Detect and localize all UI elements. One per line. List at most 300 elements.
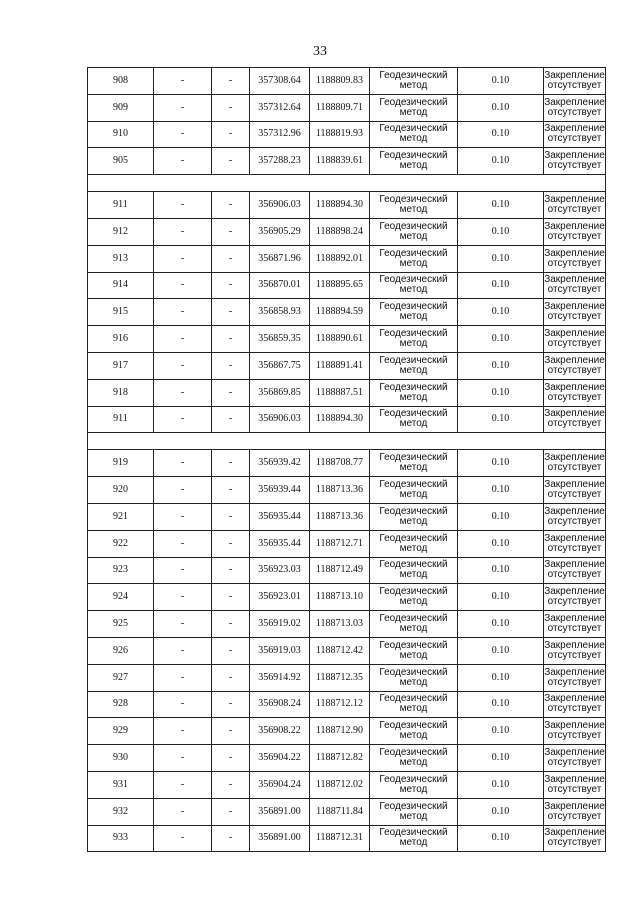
dash-cell: - bbox=[212, 68, 250, 95]
point-number-cell: 929 bbox=[88, 718, 154, 745]
method-cell bbox=[370, 718, 458, 745]
fixing-text: Закрепление bbox=[544, 328, 605, 340]
fixing-text: Закрепление bbox=[544, 274, 605, 286]
fixing-text: Закрепление bbox=[544, 96, 605, 108]
table-row bbox=[88, 450, 606, 477]
accuracy-cell: 0.10 bbox=[458, 379, 544, 406]
dash-cell: - bbox=[154, 352, 212, 379]
dash-cell: - bbox=[212, 121, 250, 148]
x-coordinate-cell: 356891.00 bbox=[250, 825, 310, 852]
table-row bbox=[88, 218, 606, 245]
dash-cell: - bbox=[212, 379, 250, 406]
y-coordinate-cell: 1188819.93 bbox=[310, 121, 370, 148]
coordinates-table-body bbox=[88, 68, 606, 852]
dash-cell: - bbox=[154, 477, 212, 504]
accuracy-cell: 0.10 bbox=[458, 798, 544, 825]
method-cell bbox=[370, 406, 458, 433]
dash-cell: - bbox=[154, 584, 212, 611]
x-coordinate-cell: 357312.64 bbox=[250, 94, 310, 121]
fixing-text: Закрепление bbox=[544, 586, 605, 598]
fixing-text: Закрепление bbox=[544, 381, 605, 393]
method-cell bbox=[370, 272, 458, 299]
fixing-text: Закрепление bbox=[544, 452, 605, 464]
fixing-text: отсутствует bbox=[547, 257, 602, 269]
accuracy-cell: 0.10 bbox=[458, 637, 544, 664]
dash-cell: - bbox=[212, 218, 250, 245]
dash-cell: - bbox=[154, 664, 212, 691]
fixing-text: отсутствует bbox=[547, 338, 602, 350]
y-coordinate-cell: 1188712.49 bbox=[310, 557, 370, 584]
table-row bbox=[88, 771, 606, 798]
dash-cell: - bbox=[154, 745, 212, 772]
method-text: метод bbox=[399, 757, 428, 769]
fixing-text: отсутствует bbox=[547, 676, 602, 688]
method-cell bbox=[370, 611, 458, 638]
method-text: метод bbox=[399, 542, 428, 554]
fixing-cell bbox=[544, 406, 606, 433]
method-cell bbox=[370, 192, 458, 219]
method-text: метод bbox=[399, 810, 428, 822]
table-row bbox=[88, 611, 606, 638]
fixing-text: отсутствует bbox=[547, 204, 602, 216]
y-coordinate-cell: 1188895.65 bbox=[310, 272, 370, 299]
method-text: метод bbox=[399, 489, 428, 501]
x-coordinate-cell: 356935.44 bbox=[250, 530, 310, 557]
point-number-cell: 923 bbox=[88, 557, 154, 584]
point-number-cell: 931 bbox=[88, 771, 154, 798]
fixing-text: отсутствует bbox=[547, 230, 602, 242]
x-coordinate-cell: 356858.93 bbox=[250, 299, 310, 326]
method-text: Геодезический bbox=[379, 301, 448, 313]
method-text: метод bbox=[399, 391, 428, 403]
point-number-cell: 910 bbox=[88, 121, 154, 148]
fixing-text: отсутствует bbox=[547, 515, 602, 527]
fixing-text: Закрепление bbox=[544, 479, 605, 491]
coordinates-table bbox=[87, 67, 606, 852]
y-coordinate-cell: 1188713.36 bbox=[310, 477, 370, 504]
dash-cell: - bbox=[154, 406, 212, 433]
x-coordinate-cell: 356939.44 bbox=[250, 477, 310, 504]
method-text: метод bbox=[399, 418, 428, 430]
dash-cell: - bbox=[154, 218, 212, 245]
y-coordinate-cell: 1188712.12 bbox=[310, 691, 370, 718]
accuracy-cell: 0.10 bbox=[458, 771, 544, 798]
method-cell bbox=[370, 691, 458, 718]
fixing-text: отсутствует bbox=[547, 783, 602, 795]
fixing-cell bbox=[544, 245, 606, 272]
y-coordinate-cell: 1188887.51 bbox=[310, 379, 370, 406]
accuracy-cell: 0.10 bbox=[458, 477, 544, 504]
method-text: Геодезический bbox=[379, 693, 448, 705]
y-coordinate-cell: 1188712.90 bbox=[310, 718, 370, 745]
method-text: метод bbox=[399, 676, 428, 688]
method-cell bbox=[370, 584, 458, 611]
fixing-text: отсутствует bbox=[547, 133, 602, 145]
x-coordinate-cell: 356923.03 bbox=[250, 557, 310, 584]
accuracy-cell: 0.10 bbox=[458, 691, 544, 718]
method-text: метод bbox=[399, 284, 428, 296]
method-cell bbox=[370, 379, 458, 406]
x-coordinate-cell: 356905.29 bbox=[250, 218, 310, 245]
dash-cell: - bbox=[154, 691, 212, 718]
point-number-cell: 912 bbox=[88, 218, 154, 245]
separator-cell bbox=[88, 433, 606, 450]
accuracy-cell: 0.10 bbox=[458, 664, 544, 691]
dash-cell: - bbox=[154, 272, 212, 299]
dash-cell: - bbox=[212, 94, 250, 121]
fixing-text: отсутствует bbox=[547, 542, 602, 554]
accuracy-cell: 0.10 bbox=[458, 68, 544, 95]
method-text: Геодезический bbox=[379, 505, 448, 517]
dash-cell: - bbox=[154, 245, 212, 272]
method-text: метод bbox=[399, 338, 428, 350]
x-coordinate-cell: 356923.01 bbox=[250, 584, 310, 611]
table-row bbox=[88, 664, 606, 691]
section-separator-row bbox=[88, 175, 606, 192]
method-text: Геодезический bbox=[379, 773, 448, 785]
x-coordinate-cell: 356867.75 bbox=[250, 352, 310, 379]
fixing-text: отсутствует bbox=[547, 311, 602, 323]
fixing-cell bbox=[544, 825, 606, 852]
y-coordinate-cell: 1188712.31 bbox=[310, 825, 370, 852]
method-cell bbox=[370, 503, 458, 530]
dash-cell: - bbox=[154, 326, 212, 353]
fixing-cell bbox=[544, 450, 606, 477]
fixing-text: Закрепление bbox=[544, 559, 605, 571]
dash-cell: - bbox=[212, 326, 250, 353]
accuracy-cell: 0.10 bbox=[458, 530, 544, 557]
dash-cell: - bbox=[212, 825, 250, 852]
fixing-cell bbox=[544, 121, 606, 148]
fixing-text: Закрепление bbox=[544, 773, 605, 785]
y-coordinate-cell: 1188894.30 bbox=[310, 406, 370, 433]
dash-cell: - bbox=[154, 379, 212, 406]
table-row bbox=[88, 745, 606, 772]
fixing-cell bbox=[544, 718, 606, 745]
dash-cell: - bbox=[154, 530, 212, 557]
x-coordinate-cell: 356919.03 bbox=[250, 637, 310, 664]
point-number-cell: 919 bbox=[88, 450, 154, 477]
method-text: Геодезический bbox=[379, 354, 448, 366]
table-row bbox=[88, 94, 606, 121]
table-row bbox=[88, 557, 606, 584]
method-text: Геодезический bbox=[379, 639, 448, 651]
point-number-cell: 921 bbox=[88, 503, 154, 530]
separator-cell bbox=[88, 175, 606, 192]
x-coordinate-cell: 356939.42 bbox=[250, 450, 310, 477]
dash-cell: - bbox=[154, 611, 212, 638]
dash-cell: - bbox=[212, 406, 250, 433]
table-row bbox=[88, 272, 606, 299]
fixing-text: Закрепление bbox=[544, 408, 605, 420]
fixing-text: Закрепление bbox=[544, 301, 605, 313]
accuracy-cell: 0.10 bbox=[458, 148, 544, 175]
fixing-text: отсутствует bbox=[547, 489, 602, 501]
section-separator-row bbox=[88, 433, 606, 450]
dash-cell: - bbox=[154, 557, 212, 584]
fixing-cell bbox=[544, 299, 606, 326]
fixing-text: Закрепление bbox=[544, 747, 605, 759]
fixing-text: отсутствует bbox=[547, 284, 602, 296]
accuracy-cell: 0.10 bbox=[458, 121, 544, 148]
fixing-cell bbox=[544, 94, 606, 121]
fixing-cell bbox=[544, 637, 606, 664]
dash-cell: - bbox=[212, 530, 250, 557]
fixing-cell bbox=[544, 503, 606, 530]
dash-cell: - bbox=[212, 477, 250, 504]
dash-cell: - bbox=[212, 503, 250, 530]
table-row bbox=[88, 352, 606, 379]
fixing-text: отсутствует bbox=[547, 623, 602, 635]
method-text: метод bbox=[399, 79, 428, 91]
x-coordinate-cell: 356906.03 bbox=[250, 406, 310, 433]
y-coordinate-cell: 1188892.01 bbox=[310, 245, 370, 272]
method-text: Геодезический bbox=[379, 586, 448, 598]
y-coordinate-cell: 1188894.30 bbox=[310, 192, 370, 219]
method-text: метод bbox=[399, 730, 428, 742]
point-number-cell: 917 bbox=[88, 352, 154, 379]
accuracy-cell: 0.10 bbox=[458, 557, 544, 584]
method-text: метод bbox=[399, 623, 428, 635]
x-coordinate-cell: 357312.96 bbox=[250, 121, 310, 148]
table-row bbox=[88, 406, 606, 433]
fixing-text: отсутствует bbox=[547, 462, 602, 474]
fixing-cell bbox=[544, 771, 606, 798]
method-cell bbox=[370, 94, 458, 121]
fixing-text: отсутствует bbox=[547, 703, 602, 715]
accuracy-cell: 0.10 bbox=[458, 745, 544, 772]
accuracy-cell: 0.10 bbox=[458, 218, 544, 245]
x-coordinate-cell: 357288.23 bbox=[250, 148, 310, 175]
x-coordinate-cell: 356859.35 bbox=[250, 326, 310, 353]
y-coordinate-cell: 1188712.42 bbox=[310, 637, 370, 664]
dash-cell: - bbox=[212, 272, 250, 299]
fixing-cell bbox=[544, 691, 606, 718]
method-text: Геодезический bbox=[379, 479, 448, 491]
method-cell bbox=[370, 798, 458, 825]
dash-cell: - bbox=[154, 299, 212, 326]
table-row bbox=[88, 326, 606, 353]
accuracy-cell: 0.10 bbox=[458, 299, 544, 326]
dash-cell: - bbox=[212, 637, 250, 664]
method-text: метод bbox=[399, 133, 428, 145]
y-coordinate-cell: 1188890.61 bbox=[310, 326, 370, 353]
dash-cell: - bbox=[212, 771, 250, 798]
method-cell bbox=[370, 637, 458, 664]
table-row bbox=[88, 530, 606, 557]
dash-cell: - bbox=[154, 637, 212, 664]
table-row bbox=[88, 299, 606, 326]
accuracy-cell: 0.10 bbox=[458, 326, 544, 353]
fixing-text: отсутствует bbox=[547, 79, 602, 91]
table-row bbox=[88, 584, 606, 611]
accuracy-cell: 0.10 bbox=[458, 352, 544, 379]
x-coordinate-cell: 356869.85 bbox=[250, 379, 310, 406]
accuracy-cell: 0.10 bbox=[458, 825, 544, 852]
point-number-cell: 932 bbox=[88, 798, 154, 825]
method-text: метод bbox=[399, 160, 428, 172]
x-coordinate-cell: 356908.24 bbox=[250, 691, 310, 718]
dash-cell: - bbox=[154, 771, 212, 798]
dash-cell: - bbox=[212, 798, 250, 825]
method-text: Геодезический bbox=[379, 69, 448, 81]
point-number-cell: 928 bbox=[88, 691, 154, 718]
method-text: метод bbox=[399, 204, 428, 216]
x-coordinate-cell: 356919.02 bbox=[250, 611, 310, 638]
method-text: метод bbox=[399, 364, 428, 376]
fixing-cell bbox=[544, 664, 606, 691]
accuracy-cell: 0.10 bbox=[458, 94, 544, 121]
fixing-text: Закрепление bbox=[544, 800, 605, 812]
fixing-cell bbox=[544, 192, 606, 219]
method-cell bbox=[370, 477, 458, 504]
fixing-cell bbox=[544, 272, 606, 299]
fixing-text: Закрепление bbox=[544, 150, 605, 162]
x-coordinate-cell: 356914.92 bbox=[250, 664, 310, 691]
fixing-cell bbox=[544, 148, 606, 175]
method-text: метод bbox=[399, 837, 428, 849]
x-coordinate-cell: 357308.64 bbox=[250, 68, 310, 95]
dash-cell: - bbox=[212, 245, 250, 272]
fixing-text: Закрепление bbox=[544, 354, 605, 366]
fixing-cell bbox=[544, 352, 606, 379]
method-cell bbox=[370, 530, 458, 557]
fixing-cell bbox=[544, 798, 606, 825]
point-number-cell: 914 bbox=[88, 272, 154, 299]
method-text: метод bbox=[399, 106, 428, 118]
fixing-cell bbox=[544, 584, 606, 611]
accuracy-cell: 0.10 bbox=[458, 450, 544, 477]
table-row bbox=[88, 477, 606, 504]
table-row bbox=[88, 825, 606, 852]
dash-cell: - bbox=[212, 611, 250, 638]
method-text: Геодезический bbox=[379, 96, 448, 108]
dash-cell: - bbox=[212, 718, 250, 745]
dash-cell: - bbox=[154, 798, 212, 825]
dash-cell: - bbox=[154, 192, 212, 219]
y-coordinate-cell: 1188712.71 bbox=[310, 530, 370, 557]
fixing-text: Закрепление bbox=[544, 693, 605, 705]
y-coordinate-cell: 1188898.24 bbox=[310, 218, 370, 245]
point-number-cell: 913 bbox=[88, 245, 154, 272]
method-text: Геодезический bbox=[379, 827, 448, 839]
table-row bbox=[88, 245, 606, 272]
method-text: метод bbox=[399, 703, 428, 715]
fixing-text: отсутствует bbox=[547, 364, 602, 376]
dash-cell: - bbox=[212, 664, 250, 691]
method-text: Геодезический bbox=[379, 247, 448, 259]
dash-cell: - bbox=[212, 745, 250, 772]
table-row bbox=[88, 148, 606, 175]
fixing-cell bbox=[544, 530, 606, 557]
method-cell bbox=[370, 299, 458, 326]
fixing-text: Закрепление bbox=[544, 827, 605, 839]
accuracy-cell: 0.10 bbox=[458, 192, 544, 219]
point-number-cell: 933 bbox=[88, 825, 154, 852]
point-number-cell: 925 bbox=[88, 611, 154, 638]
point-number-cell: 905 bbox=[88, 148, 154, 175]
fixing-text: Закрепление bbox=[544, 69, 605, 81]
method-text: Геодезический bbox=[379, 613, 448, 625]
dash-cell: - bbox=[154, 148, 212, 175]
method-text: Геодезический bbox=[379, 194, 448, 206]
method-cell bbox=[370, 825, 458, 852]
fixing-text: Закрепление bbox=[544, 639, 605, 651]
method-text: Геодезический bbox=[379, 452, 448, 464]
fixing-cell bbox=[544, 611, 606, 638]
table-row bbox=[88, 503, 606, 530]
method-text: Геодезический bbox=[379, 408, 448, 420]
fixing-text: Закрепление bbox=[544, 123, 605, 135]
fixing-text: отсутствует bbox=[547, 810, 602, 822]
method-text: Геодезический bbox=[379, 747, 448, 759]
x-coordinate-cell: 356904.22 bbox=[250, 745, 310, 772]
fixing-cell bbox=[544, 218, 606, 245]
dash-cell: - bbox=[212, 352, 250, 379]
table-row bbox=[88, 379, 606, 406]
table-row bbox=[88, 798, 606, 825]
page-number: 33 bbox=[313, 44, 327, 59]
fixing-cell bbox=[544, 379, 606, 406]
point-number-cell: 915 bbox=[88, 299, 154, 326]
accuracy-cell: 0.10 bbox=[458, 406, 544, 433]
accuracy-cell: 0.10 bbox=[458, 584, 544, 611]
y-coordinate-cell: 1188708.77 bbox=[310, 450, 370, 477]
point-number-cell: 920 bbox=[88, 477, 154, 504]
dash-cell: - bbox=[212, 148, 250, 175]
x-coordinate-cell: 356870.01 bbox=[250, 272, 310, 299]
y-coordinate-cell: 1188711.84 bbox=[310, 798, 370, 825]
method-text: Геодезический bbox=[379, 328, 448, 340]
y-coordinate-cell: 1188712.82 bbox=[310, 745, 370, 772]
table-row bbox=[88, 121, 606, 148]
method-cell bbox=[370, 664, 458, 691]
dash-cell: - bbox=[154, 825, 212, 852]
accuracy-cell: 0.10 bbox=[458, 272, 544, 299]
accuracy-cell: 0.10 bbox=[458, 245, 544, 272]
dash-cell: - bbox=[154, 450, 212, 477]
dash-cell: - bbox=[154, 94, 212, 121]
fixing-text: отсутствует bbox=[547, 596, 602, 608]
fixing-text: Закрепление bbox=[544, 532, 605, 544]
dash-cell: - bbox=[212, 450, 250, 477]
method-text: метод bbox=[399, 311, 428, 323]
y-coordinate-cell: 1188712.35 bbox=[310, 664, 370, 691]
fixing-cell bbox=[544, 557, 606, 584]
dash-cell: - bbox=[212, 557, 250, 584]
y-coordinate-cell: 1188891.41 bbox=[310, 352, 370, 379]
fixing-text: Закрепление bbox=[544, 666, 605, 678]
method-text: метод bbox=[399, 783, 428, 795]
fixing-cell bbox=[544, 745, 606, 772]
method-text: Геодезический bbox=[379, 800, 448, 812]
y-coordinate-cell: 1188712.02 bbox=[310, 771, 370, 798]
dash-cell: - bbox=[154, 718, 212, 745]
method-text: метод bbox=[399, 462, 428, 474]
fixing-cell bbox=[544, 68, 606, 95]
method-text: Геодезический bbox=[379, 381, 448, 393]
method-cell bbox=[370, 245, 458, 272]
method-cell bbox=[370, 745, 458, 772]
dash-cell: - bbox=[154, 503, 212, 530]
method-text: Геодезический bbox=[379, 220, 448, 232]
dash-cell: - bbox=[212, 299, 250, 326]
point-number-cell: 918 bbox=[88, 379, 154, 406]
x-coordinate-cell: 356935.44 bbox=[250, 503, 310, 530]
table-row bbox=[88, 192, 606, 219]
fixing-text: отсутствует bbox=[547, 391, 602, 403]
dash-cell: - bbox=[212, 691, 250, 718]
